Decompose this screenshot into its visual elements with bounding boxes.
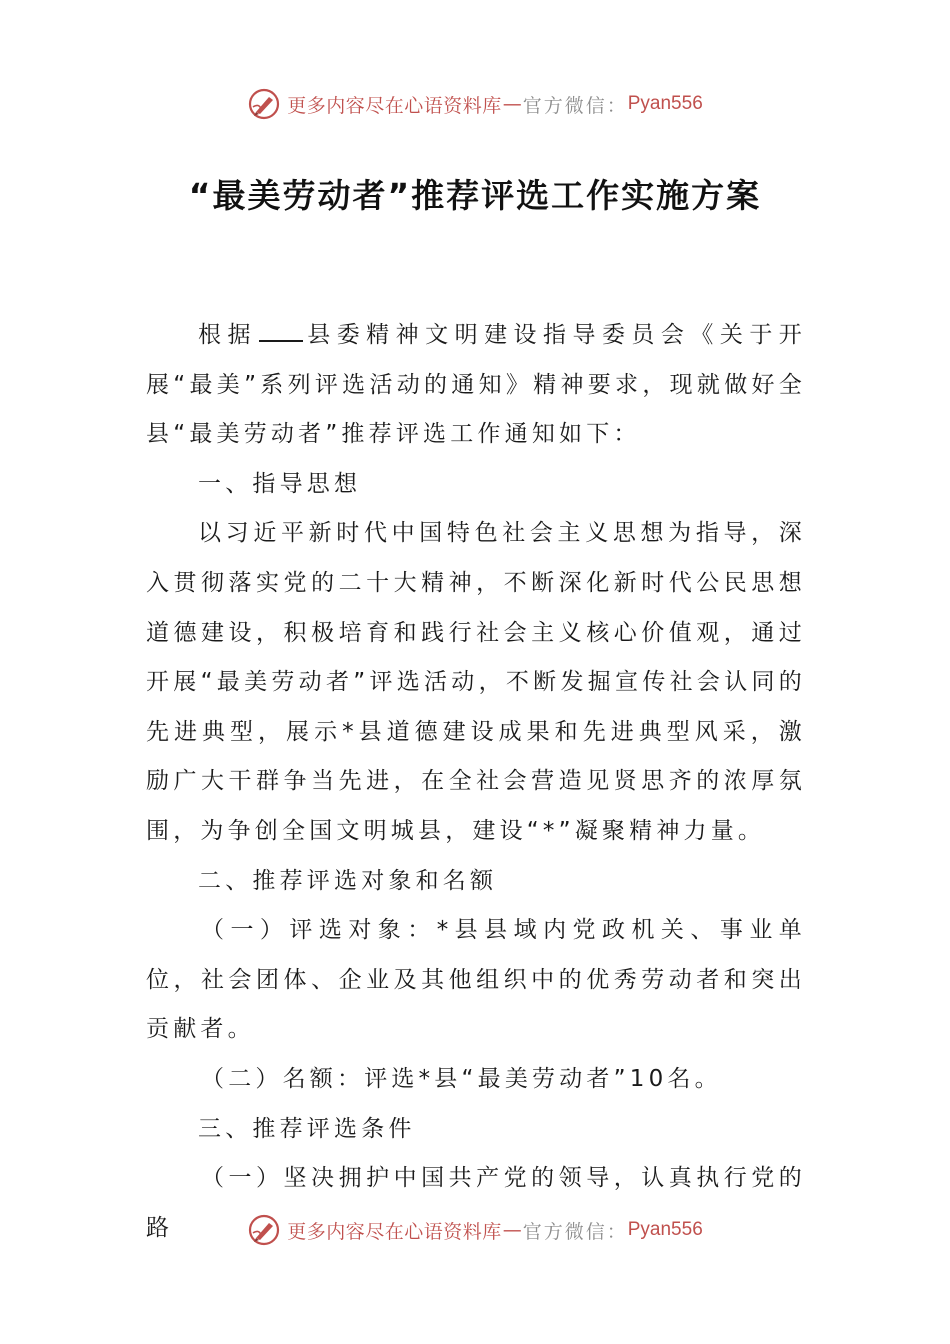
banner-site-text: 更多内容尽在心语资料库 [287, 1220, 502, 1243]
section2-heading: 二、推荐评选对象和名额 [198, 867, 498, 894]
banner-wechat-id: Pyan556 [627, 1219, 703, 1240]
banner-wechat-id: Pyan556 [627, 93, 703, 114]
document-body [146, 311, 806, 1253]
section1-heading: 一、指导思想 [198, 470, 362, 497]
banner-dash: — [502, 93, 522, 115]
header-watermark-banner [0, 84, 950, 124]
document-title: “最美劳动者”推荐评选工作实施方案 [188, 176, 762, 215]
banner-wechat-label: 官方微信： [522, 94, 628, 117]
banner-site-text: 更多内容尽在心语资料库 [287, 94, 502, 117]
banner-dash: — [502, 1219, 522, 1241]
intro-before-blank: 根据 [198, 322, 257, 348]
pen-logo-icon [247, 87, 281, 121]
section3-heading: 三、推荐评选条件 [198, 1115, 416, 1142]
section2-item2: （二）名额：评选*县“最美劳动者”10名。 [201, 1065, 722, 1092]
section1-body: 以习近平新时代中国特色社会主义思想为指导，深入贯彻落实党的二十大精神，不断深化新时代公民思想道德建设，积极培育和践行社会主义核心价值观，通过开展“最美劳动者”评选活动，不断发掘宣传社会认同的先进典型，展示*县道德建设成果和先进典型风采，激励广大干群争当先进，在全社会营造见贤思齐的浓厚氛围，为争创全国文明城县，建设“*”凝聚精神力量。 [146, 520, 806, 844]
banner-wechat-label: 官方微信： [522, 1220, 628, 1243]
footer-watermark-banner [0, 1210, 950, 1250]
section2-item1: （一）评选对象：*县县域内党政机关、事业单位，社会团体、企业及其他组织中的优秀劳动者和突出贡献者。 [146, 917, 806, 1043]
intro-paragraph [146, 311, 806, 460]
section3-item1: （一）坚决拥护中国共产党的领导，认真执行党的路 [146, 1165, 806, 1241]
fill-in-blank [259, 314, 303, 342]
intro-after-blank: 县委精神文明建设指导委员会《关于开展“最美”系列评选活动的通知》精神要求，现就做好全县“最美劳动者”推荐评选工作通知如下： [146, 322, 806, 448]
pen-logo-icon [247, 1213, 281, 1247]
